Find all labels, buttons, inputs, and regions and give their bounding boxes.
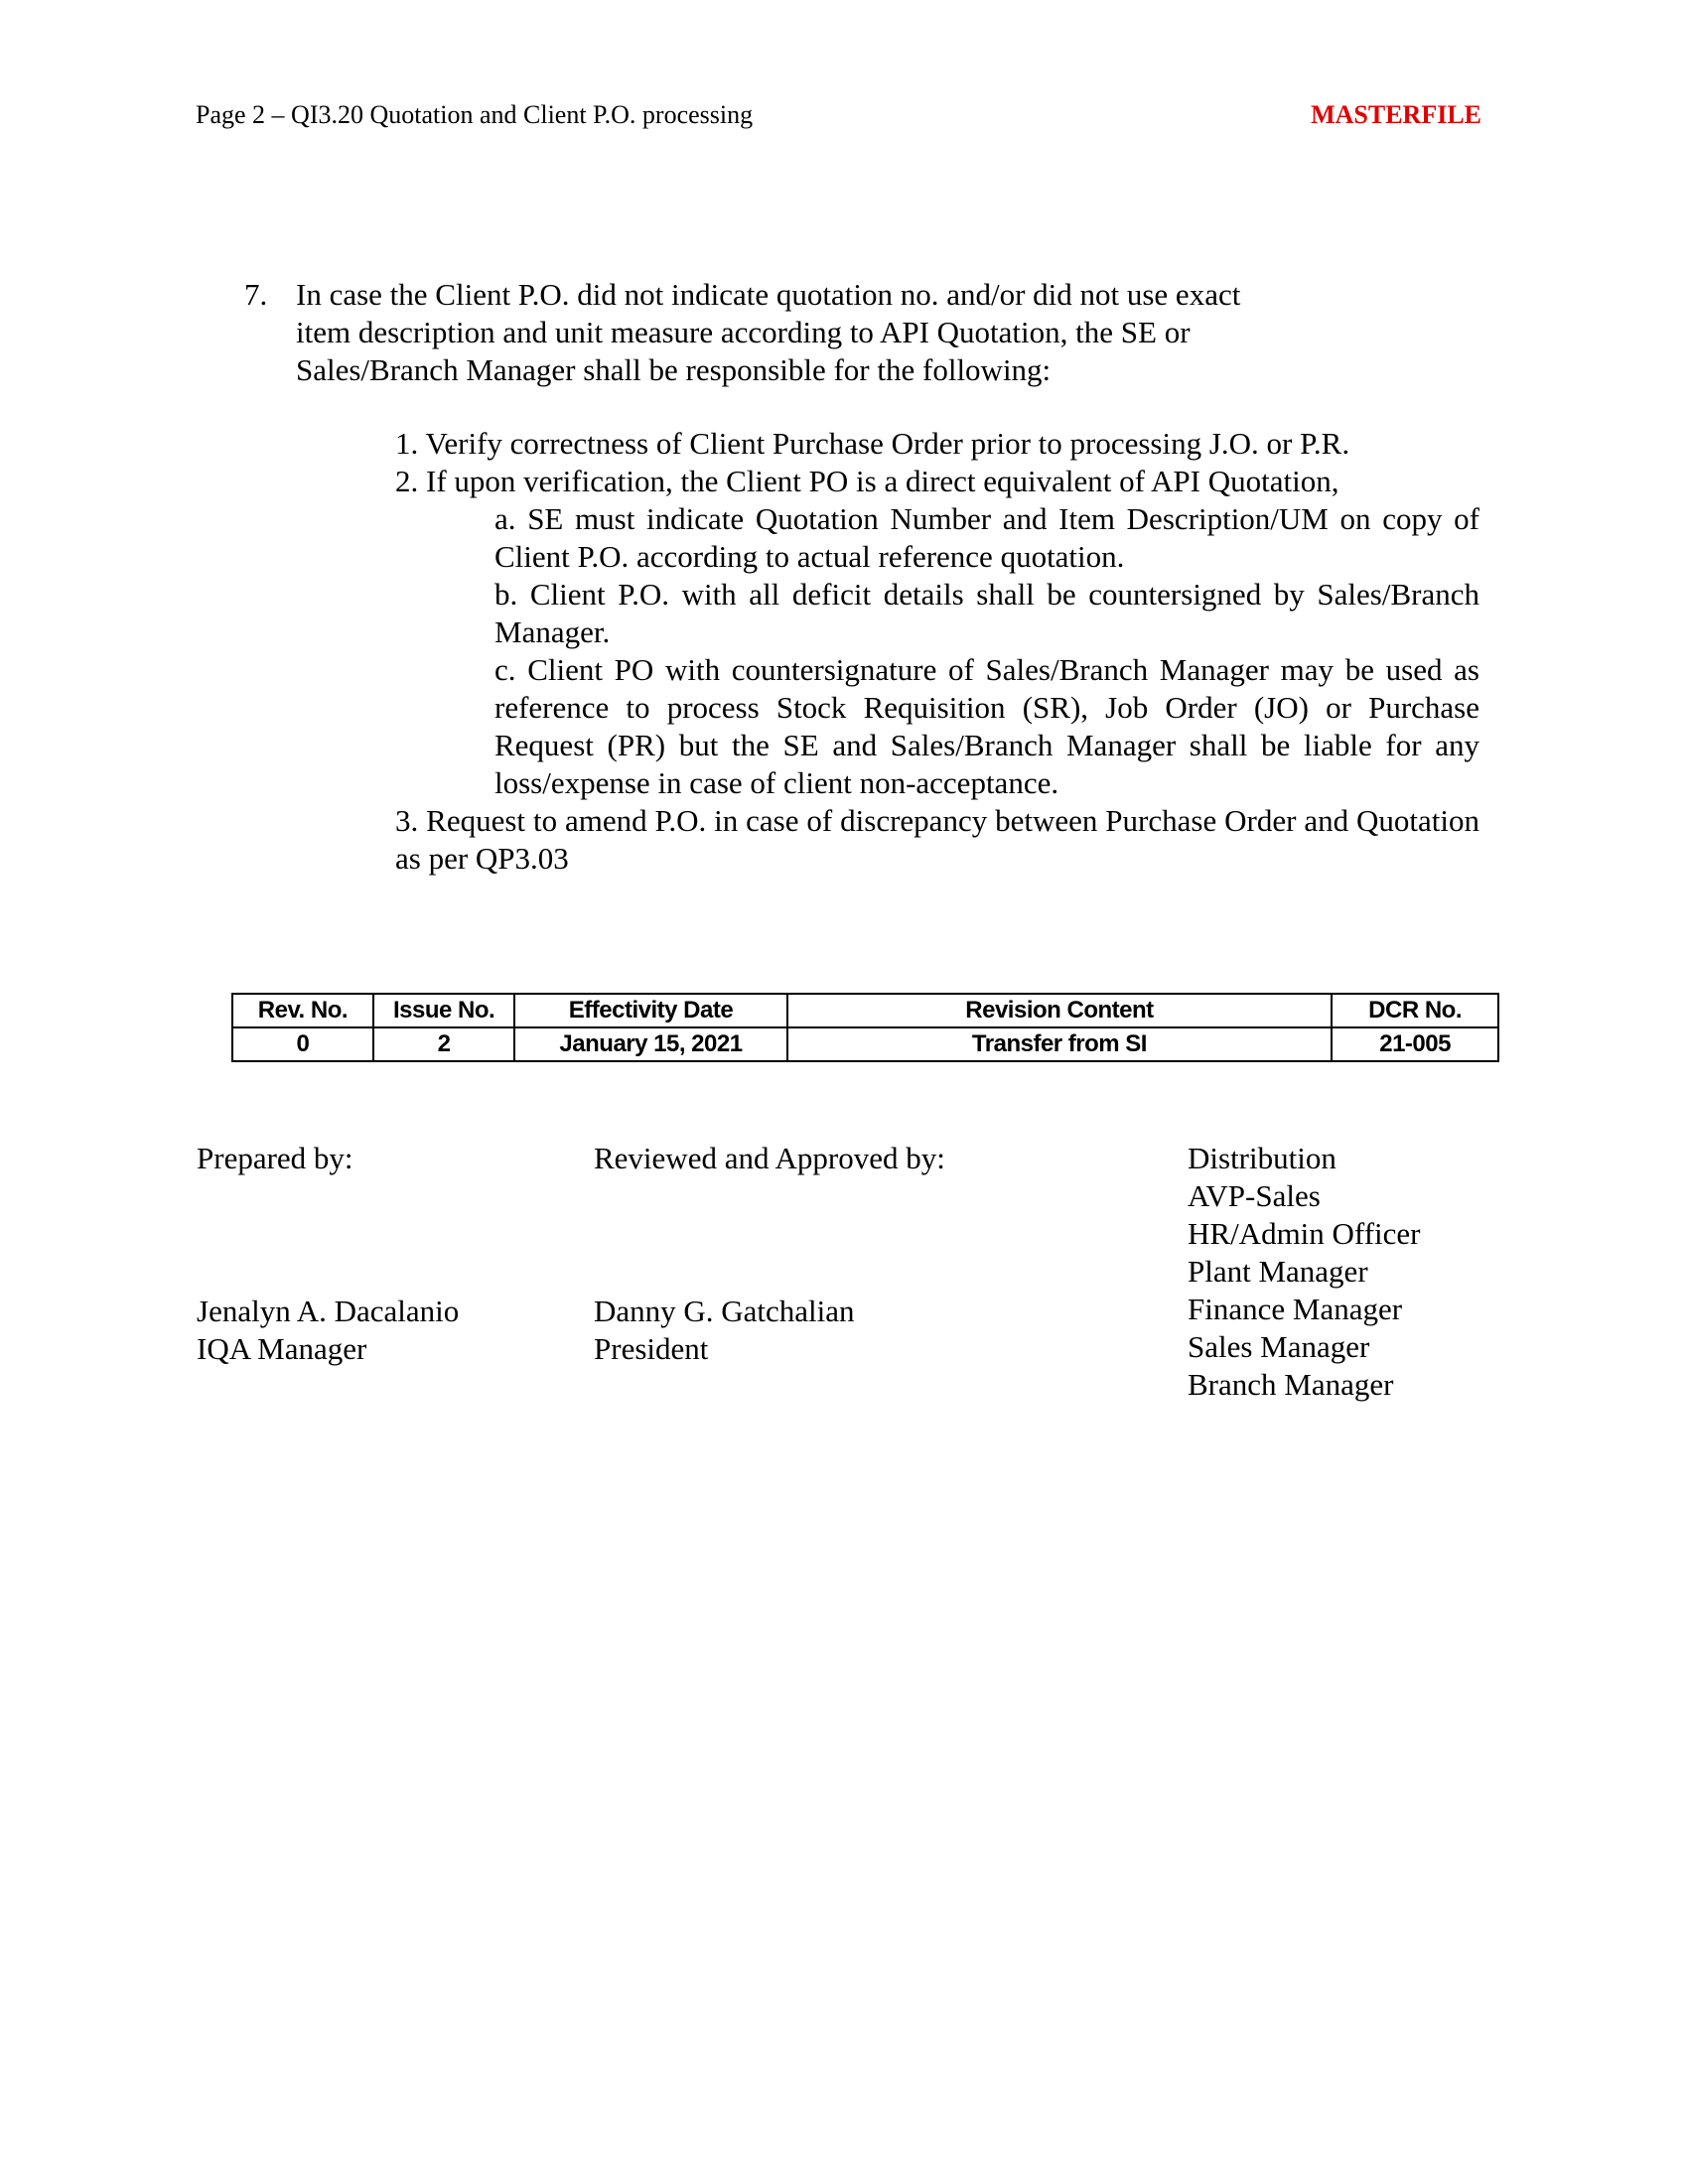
cell-issue-no: 2 [373, 1027, 514, 1061]
preparer-signature-block [197, 1293, 459, 1368]
distribution-item: AVP-Sales [1188, 1178, 1321, 1213]
step-2a: a. SE must indicate Quotation Number and Item Description/UM on copy of Client P.O. according to actual reference quotation. [494, 501, 1479, 574]
distribution-item: Plant Manager [1188, 1254, 1368, 1289]
distribution-item: Finance Manager [1188, 1292, 1403, 1326]
revision-table [231, 993, 1499, 1062]
step-2c: c. Client PO with countersignature of Sales/Branch Manager may be used as reference to process Stock Requisition (SR), Job Order (JO) or Purchase Request (PR) but the SE and Sales/Branch Manager shall be liable for any loss/expense in case of client non-acceptance. [494, 652, 1479, 800]
distribution-item: Sales Manager [1188, 1329, 1370, 1364]
header-issue-no: Issue No. [373, 994, 514, 1027]
preparer-name: Jenalyn A. Dacalanio [197, 1294, 460, 1328]
cell-rev-no: 0 [232, 1027, 373, 1061]
header-effectivity-date: Effectivity Date [514, 994, 786, 1027]
reviewed-by-label: Reviewed and Approved by: [594, 1141, 945, 1175]
item-number: 7. [244, 277, 268, 312]
preparer-title: IQA Manager [197, 1331, 367, 1366]
step-2b: b. Client P.O. with all deficit details shall be countersigned by Sales/Branch Manager. [494, 577, 1479, 649]
step-1: 1. Verify correctness of Client Purchase Order prior to processing J.O. or P.R. [395, 426, 1350, 461]
approver-name: Danny G. Gatchalian [594, 1294, 855, 1328]
cell-effectivity-date: January 15, 2021 [514, 1027, 786, 1061]
approver-signature-block [594, 1293, 855, 1368]
procedure-steps [395, 425, 1479, 878]
distribution-block [1188, 1140, 1420, 1404]
header-dcr-no: DCR No. [1332, 994, 1498, 1027]
page-header-title: Page 2 – QI3.20 Quotation and Client P.O. processing [196, 100, 754, 129]
table-header-row [232, 994, 1498, 1027]
header-revision-content: Revision Content [787, 994, 1332, 1027]
table-row [232, 1027, 1498, 1061]
step-2: 2. If upon verification, the Client PO is a direct equivalent of API Quotation, [395, 464, 1339, 498]
distribution-item: HR/Admin Officer [1188, 1216, 1421, 1251]
approver-title: President [594, 1331, 709, 1366]
distribution-item: Branch Manager [1188, 1367, 1394, 1402]
step-3: 3. Request to amend P.O. in case of discrepancy between Purchase Order and Quotation as per QP3.03 [395, 803, 1479, 876]
prepared-by-label: Prepared by: [197, 1141, 353, 1175]
masterfile-stamp: MASTERFILE [1311, 100, 1481, 129]
cell-revision-content: Transfer from SI [787, 1027, 1332, 1061]
distribution-label: Distribution [1188, 1141, 1336, 1175]
cell-dcr-no: 21-005 [1332, 1027, 1498, 1061]
header-rev-no: Rev. No. [232, 994, 373, 1027]
item-7-text: In case the Client P.O. did not indicate quotation no. and/or did not use exact item description and unit measure according to API Quotation, the SE or Sales/Branch Manager shall be responsible for the following: [296, 277, 1241, 387]
